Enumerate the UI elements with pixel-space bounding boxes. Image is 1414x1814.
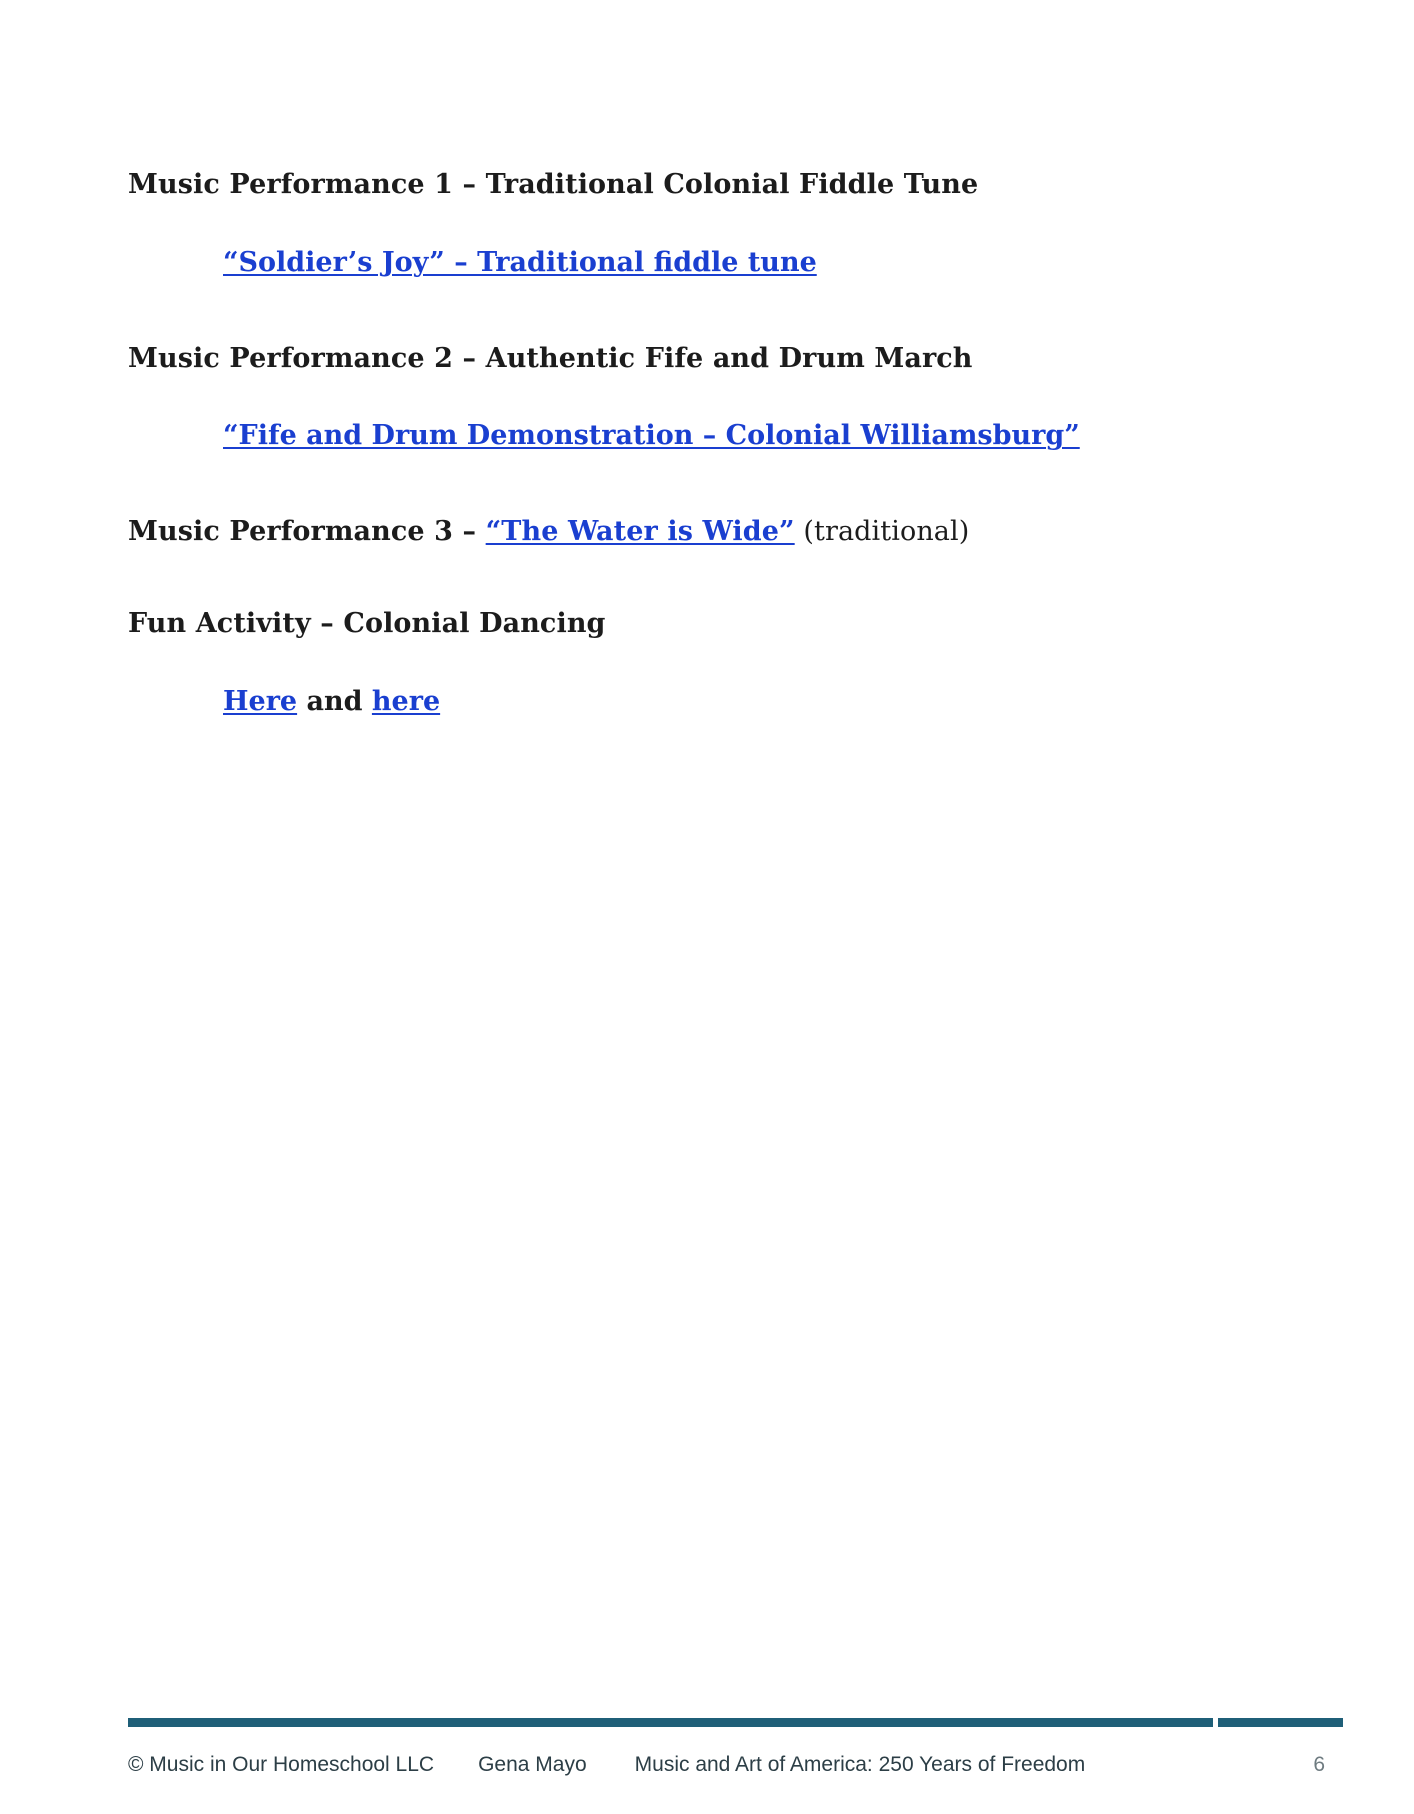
footer-rule-left bbox=[128, 1718, 1213, 1727]
footer-rule-right bbox=[1218, 1718, 1343, 1727]
spacer bbox=[128, 641, 1288, 685]
conjunction-text: and bbox=[297, 685, 372, 717]
spacer bbox=[128, 202, 1288, 246]
link-row-fun-activity bbox=[128, 685, 1288, 719]
link-row-performance-1 bbox=[128, 246, 1288, 280]
link-here-one[interactable]: Here bbox=[223, 685, 298, 717]
spacer bbox=[128, 453, 1288, 515]
spacer bbox=[128, 375, 1288, 419]
spacer bbox=[128, 280, 1288, 342]
page-footer bbox=[128, 1742, 1343, 1788]
footer-copyright: © Music in Our Homeschool LLC bbox=[128, 1753, 435, 1776]
link-here-two[interactable]: here bbox=[371, 685, 441, 717]
link-the-water-is-wide[interactable]: “The Water is Wide” bbox=[485, 516, 795, 547]
section-heading-performance-2: Music Performance 2 – Authentic Fife and Drum March bbox=[128, 342, 973, 374]
link-soldiers-joy[interactable]: “Soldier’s Joy” – Traditional fiddle tune bbox=[223, 246, 817, 278]
link-row-performance-2 bbox=[128, 419, 1288, 453]
section-heading-performance-3 bbox=[128, 515, 1288, 549]
section-heading-fun-activity: Fun Activity – Colonial Dancing bbox=[128, 607, 606, 639]
footer-title: Music and Art of America: 250 Years of Freedom bbox=[634, 1753, 1086, 1776]
footer-divider bbox=[0, 1718, 1414, 1728]
performance-3-suffix: (traditional) bbox=[794, 516, 970, 547]
link-fife-and-drum-demonstration[interactable]: “Fife and Drum Demonstration – Colonial Williamsburg” bbox=[223, 420, 1080, 452]
section-heading-performance-1: Music Performance 1 – Traditional Colonial Fiddle Tune bbox=[128, 169, 979, 200]
performance-3-prefix: Music Performance 3 – bbox=[128, 516, 486, 547]
spacer bbox=[128, 549, 1288, 607]
document-body bbox=[128, 168, 1288, 718]
footer-page-number: 6 bbox=[1313, 1753, 1325, 1776]
footer-author: Gena Mayo bbox=[478, 1753, 587, 1776]
